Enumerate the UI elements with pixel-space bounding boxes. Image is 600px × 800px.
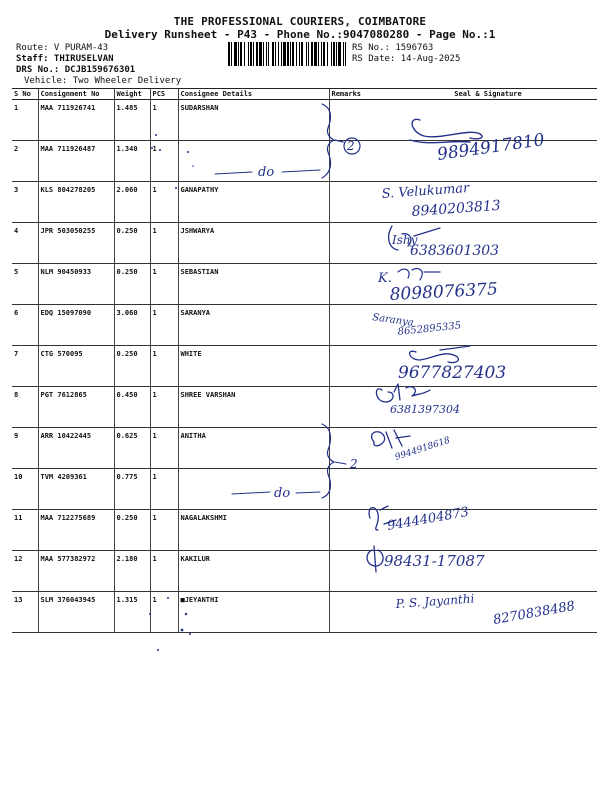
cell-consignee: SUDARSHAN — [178, 100, 329, 141]
cell-remarks — [329, 428, 379, 469]
cell-sno: 11 — [12, 510, 38, 551]
barcode — [228, 42, 346, 66]
cell-remarks — [329, 100, 379, 141]
cell-consignment: KLS 804278205 — [38, 182, 114, 223]
cell-seal-signature — [379, 592, 597, 633]
ditto-1-text: do — [258, 165, 275, 180]
cell-seal-signature — [379, 223, 597, 264]
cell-seal-signature — [379, 141, 597, 182]
cell-pcs: 1 — [150, 141, 178, 182]
cell-consignee — [178, 469, 329, 510]
cell-consignment: TVM 4209361 — [38, 469, 114, 510]
cell-consignment: JPR 503050255 — [38, 223, 114, 264]
cell-pcs: 1 — [150, 264, 178, 305]
header-weight: Weight — [114, 89, 150, 100]
table-row — [12, 182, 597, 223]
cell-sno: 10 — [12, 469, 38, 510]
cell-sno: 1 — [12, 100, 38, 141]
cell-consignment: MAA 711926741 — [38, 100, 114, 141]
cell-consignee: KAKILUR — [178, 551, 329, 592]
cell-seal-signature — [379, 264, 597, 305]
cell-consignment: NLM 90450933 — [38, 264, 114, 305]
cell-remarks — [329, 551, 379, 592]
cell-sno: 5 — [12, 264, 38, 305]
cell-consignee: GANAPATHY — [178, 182, 329, 223]
cell-seal-signature — [379, 469, 597, 510]
drs-label: DRS No.: DCJB159676301 — [16, 65, 136, 75]
cell-remarks — [329, 510, 379, 551]
phone-11-text: 9444404873 — [386, 504, 471, 534]
cell-weight: 1.315 — [114, 592, 150, 633]
cell-pcs: 1 — [150, 469, 178, 510]
table-header-row — [12, 89, 597, 100]
cell-consignee: JSHWARYA — [178, 223, 329, 264]
table-row — [12, 469, 597, 510]
cell-weight: 0.250 — [114, 346, 150, 387]
phone-5-text: 8098076375 — [389, 279, 499, 305]
cell-consignee: SHREE VARSHAN — [178, 387, 329, 428]
runsheet-table — [12, 88, 597, 633]
cell-pcs: 1 — [150, 592, 178, 633]
company-title: THE PROFESSIONAL COURIERS, COIMBATORE — [173, 15, 427, 28]
header-consignment: Consignment No — [38, 89, 114, 100]
rs-date: RS Date: 14-Aug-2025 — [352, 54, 461, 64]
table-row — [12, 305, 597, 346]
name-5-text: K. — [378, 271, 392, 286]
name-13-text: P. S. Jayanthi — [395, 591, 475, 611]
cell-weight: 0.250 — [114, 223, 150, 264]
cell-remarks — [329, 592, 379, 633]
cell-sno: 8 — [12, 387, 38, 428]
cell-seal-signature — [379, 428, 597, 469]
cell-consignment: EDQ 15097090 — [38, 305, 114, 346]
cell-weight: 0.625 — [114, 428, 150, 469]
cell-consignment: ARR 10422445 — [38, 428, 114, 469]
vehicle-label: Vehicle: Two Wheeler Delivery — [24, 76, 182, 86]
phone-3-text: 8940203813 — [411, 197, 502, 220]
phone-1-text: 9894917810 — [435, 130, 546, 165]
table-row — [12, 510, 597, 551]
header-pcs: PCS — [150, 89, 178, 100]
cell-seal-signature — [379, 182, 597, 223]
cell-weight: 0.250 — [114, 510, 150, 551]
cell-remarks — [329, 387, 379, 428]
cell-pcs: 1 — [150, 551, 178, 592]
cell-remarks — [329, 141, 379, 182]
cell-pcs: 1 — [150, 387, 178, 428]
phone-13-text: 8270838488 — [492, 598, 577, 628]
cell-sno: 3 — [12, 182, 38, 223]
header-seal-signature: Seal & Signature — [379, 89, 597, 100]
phone-12-text: 98431-17087 — [384, 552, 485, 570]
cell-sno: 6 — [12, 305, 38, 346]
sig-6-text: Saranya — [371, 312, 415, 329]
count-1-text: 2 — [347, 139, 355, 153]
staff-label: Staff: THIRUSELVAN — [16, 54, 114, 64]
rs-number: RS No.: 1596763 — [352, 43, 434, 53]
table-row — [12, 346, 597, 387]
cell-consignee — [178, 141, 329, 182]
cell-remarks — [329, 264, 379, 305]
name-3-text: S. Velukumar — [381, 180, 470, 202]
cell-sno: 7 — [12, 346, 38, 387]
cell-consignment: SLM 376043945 — [38, 592, 114, 633]
cell-seal-signature — [379, 305, 597, 346]
cell-seal-signature — [379, 551, 597, 592]
phone-7-text: 9677827403 — [398, 363, 507, 383]
cell-weight: 0.450 — [114, 387, 150, 428]
cell-seal-signature — [379, 346, 597, 387]
table-row — [12, 264, 597, 305]
cell-pcs: 1 — [150, 346, 178, 387]
cell-consignee: ANITHA — [178, 428, 329, 469]
cell-consignment: MAA 577382972 — [38, 551, 114, 592]
cell-remarks — [329, 305, 379, 346]
header-sno: S No — [12, 89, 38, 100]
cell-consignee: SEBASTIAN — [178, 264, 329, 305]
phone-6-text: 8652895335 — [397, 320, 462, 338]
cell-sno: 13 — [12, 592, 38, 633]
phone-9-text: 9944918618 — [393, 435, 452, 463]
table-row — [12, 592, 597, 633]
cell-consignee: WHITE — [178, 346, 329, 387]
cell-sno: 2 — [12, 141, 38, 182]
cell-weight: 3.060 — [114, 305, 150, 346]
cell-consignee: NAGALAKSHMI — [178, 510, 329, 551]
header-consignee: Consignee Details — [178, 89, 329, 100]
cell-weight: 0.250 — [114, 264, 150, 305]
cell-pcs: 1 — [150, 510, 178, 551]
cell-sno: 4 — [12, 223, 38, 264]
table-row — [12, 428, 597, 469]
cell-weight: 2.060 — [114, 182, 150, 223]
runsheet-subtitle: Delivery Runsheet - P43 - Phone No.:9047080280 - Page No.:1 — [104, 28, 496, 41]
phone-4-text: 6383601303 — [410, 243, 500, 259]
cell-seal-signature — [379, 100, 597, 141]
cell-seal-signature — [379, 510, 597, 551]
cell-weight: 2.180 — [114, 551, 150, 592]
cell-remarks — [329, 469, 379, 510]
cell-weight: 1.485 — [114, 100, 150, 141]
cell-consignment: CTG 570095 — [38, 346, 114, 387]
cell-remarks — [329, 346, 379, 387]
cell-consignee: SARANYA — [178, 305, 329, 346]
cell-sno: 9 — [12, 428, 38, 469]
table-row — [12, 551, 597, 592]
ditto-2-text: do — [274, 486, 291, 501]
count-2-text: 2 — [350, 457, 358, 471]
cell-pcs: 1 — [150, 100, 178, 141]
cell-pcs: 1 — [150, 428, 178, 469]
cell-consignment: MAA 712275689 — [38, 510, 114, 551]
table-row — [12, 100, 597, 141]
phone-8-text: 6381397304 — [390, 403, 460, 416]
cell-consignment: PGT 7612865 — [38, 387, 114, 428]
table-row — [12, 141, 597, 182]
cell-weight: 0.775 — [114, 469, 150, 510]
cell-sno: 12 — [12, 551, 38, 592]
cell-consignee: ■JEYANTHI — [178, 592, 329, 633]
header-remarks: Remarks — [329, 89, 379, 100]
cell-remarks — [329, 182, 379, 223]
cell-consignment: MAA 711926487 — [38, 141, 114, 182]
cell-remarks — [329, 223, 379, 264]
cell-pcs: 1 — [150, 182, 178, 223]
route-label: Route: V PURAM-43 — [16, 43, 109, 53]
cell-weight: 1.340 — [114, 141, 150, 182]
cell-seal-signature — [379, 387, 597, 428]
table-row — [12, 387, 597, 428]
cell-pcs: 1 — [150, 223, 178, 264]
table-row — [12, 223, 597, 264]
sig-4-text: Ishy — [392, 233, 418, 247]
cell-pcs: 1 — [150, 305, 178, 346]
